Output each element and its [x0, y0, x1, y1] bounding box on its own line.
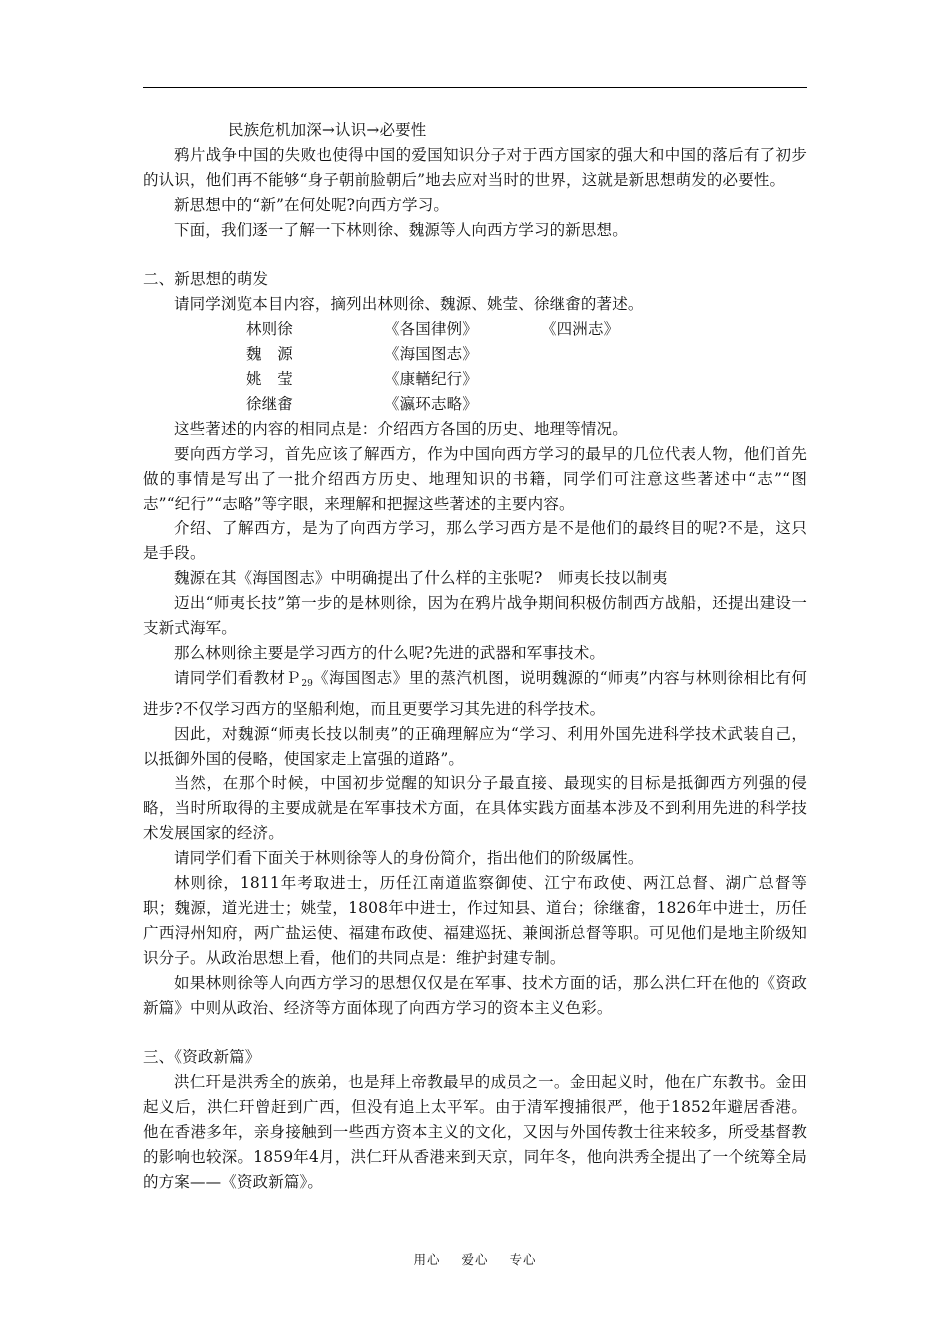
author-name: 徐继畬: [246, 394, 293, 413]
paragraph: 迈出“师夷长技”第一步的是林则徐，因为在鸦片战争期间积极仿制西方战船，还提出建设一支新式海军。: [143, 594, 807, 638]
document-body: [143, 118, 807, 1195]
paragraph: 洪仁玕是洪秀全的族弟，也是拜上帝教最早的成员之一。金田起义时，他在广东教书。金田起义后，洪仁玕曾赶到广西，但没有追上太平军。由于清军搜捕很严，他于1852年避居香港。他在香港多年，亲身接触到一些西方资本主义的文化，又因与外国传教士往来较多，所受基督教的影响也较深。1859年4月，洪仁玕从香港来到天京，同年冬，他向洪秀全提出了一个统筹全局的方案——《资政新篇》。: [143, 1073, 807, 1191]
paragraph: 下面，我们逐一了解一下林则徐、魏源等人向西方学习的新思想。: [174, 220, 628, 239]
spacer: [143, 1021, 807, 1046]
paragraph: 魏源在其《海国图志》中明确提出了什么样的主张呢? 师夷长技以制夷: [174, 569, 668, 588]
paragraph: 请同学们看下面关于林则徐等人的身份简介，指出他们的阶级属性。: [174, 849, 644, 868]
paragraph-textbook: [143, 666, 807, 722]
spacer: [143, 243, 807, 268]
paragraph: 新思想中的“新”在何处呢?向西方学习。: [174, 195, 450, 214]
works-row: [143, 392, 807, 417]
paragraph: 介绍、了解西方，是为了向西方学习，那么学习西方是不是他们的最终目的呢?不是，这只是手段。: [143, 519, 807, 563]
paragraph: 请同学浏览本目内容，摘列出林则徐、魏源、姚莹、徐继畬的著述。: [174, 295, 644, 314]
work-title: 《瀛环志略》: [384, 394, 478, 413]
paragraph: 因此，对魏源“师夷长技以制夷”的正确理解应为“学习、利用外国先进科学技术武装自己，以抵御外国的侵略，使国家走上富强的道路”。: [143, 724, 807, 768]
paragraph: 如果林则徐等人向西方学习的思想仅仅是在军事、技术方面的话，那么洪仁玕在他的《资政新篇》中则从政治、经济等方面体现了向西方学习的资本主义色彩。: [143, 973, 807, 1017]
author-name: 林则徐: [246, 320, 293, 339]
works-row: [143, 367, 807, 392]
paragraph: 要向西方学习，首先应该了解西方，作为中国向西方学习的最早的几位代表人物，他们首先做的事情是写出了一批介绍西方历史、地理知识的书籍，同学们可注意这些著述中“志”“图志”“纪行”“志略”等字眼，来理解和把握这些著述的主要内容。: [143, 444, 807, 513]
paragraph: 这些著述的内容的相同点是：介绍西方各国的历史、地理等情况。: [174, 419, 628, 438]
textbook-ref: 请同学们看教材Ｐ: [174, 668, 302, 687]
footer-word: 用心: [413, 1252, 441, 1267]
works-row: [143, 342, 807, 367]
work-title: 《海国图志》: [384, 345, 478, 364]
paragraph: 当然，在那个时候，中国初步觉醒的知识分子最直接、最现实的目标是抵御西方列强的侵略，当时所取得的主要成就是在军事技术方面，在具体实践方面基本涉及不到利用先进的科学技术发展国家的经济。: [143, 774, 807, 843]
footer-word: 爱心: [461, 1252, 489, 1267]
paragraph: 鸦片战争中国的失败也使得中国的爱国知识分子对于西方国家的强大和中国的落后有了初步的认识，他们再不能够“身子朝前脸朝后”地去应对当时的世界，这就是新思想萌发的必要性。: [143, 145, 807, 189]
work-title: 《四洲志》: [541, 320, 620, 339]
section-heading: 三、《资政新篇》: [143, 1048, 261, 1067]
author-name: 姚 莹: [246, 370, 293, 389]
header-rule: [143, 87, 807, 88]
works-row: [143, 317, 807, 342]
footer-word: 专心: [509, 1252, 537, 1267]
textbook-text: 《海国图志》里的蒸汽机图，说明魏源的“师夷”内容与林则徐相比有何进步?不仅学习西方的坚船利炮，而且更要学习其先进的科学技术。: [143, 668, 807, 718]
page-footer: [0, 1250, 950, 1268]
work-title: 《康輶纪行》: [384, 370, 478, 389]
intro-line: 民族危机加深→认识→必要性: [228, 121, 427, 139]
section-heading: 二、新思想的萌发: [143, 270, 269, 289]
author-name: 魏 源: [246, 345, 293, 364]
works-list: [143, 317, 807, 417]
work-title: 《各国律例》: [384, 320, 478, 339]
paragraph: 林则徐，1811年考取进士，历任江南道监察御使、江宁布政使、两江总督、湖广总督等职；魏源，道光进士；姚莹，1808年中进士，作过知县、道台；徐继畬，1826年中进士，历任广西浔州知府，两广盐运使、福建布政使、福建巡抚、兼闽浙总督等职。可见他们是地主阶级知识分子。从政治思想上看，他们的共同点是：维护封建专制。: [143, 874, 807, 967]
page-subscript: 29: [301, 678, 313, 689]
paragraph: 那么林则徐主要是学习西方的什么呢?先进的武器和军事技术。: [174, 643, 606, 662]
